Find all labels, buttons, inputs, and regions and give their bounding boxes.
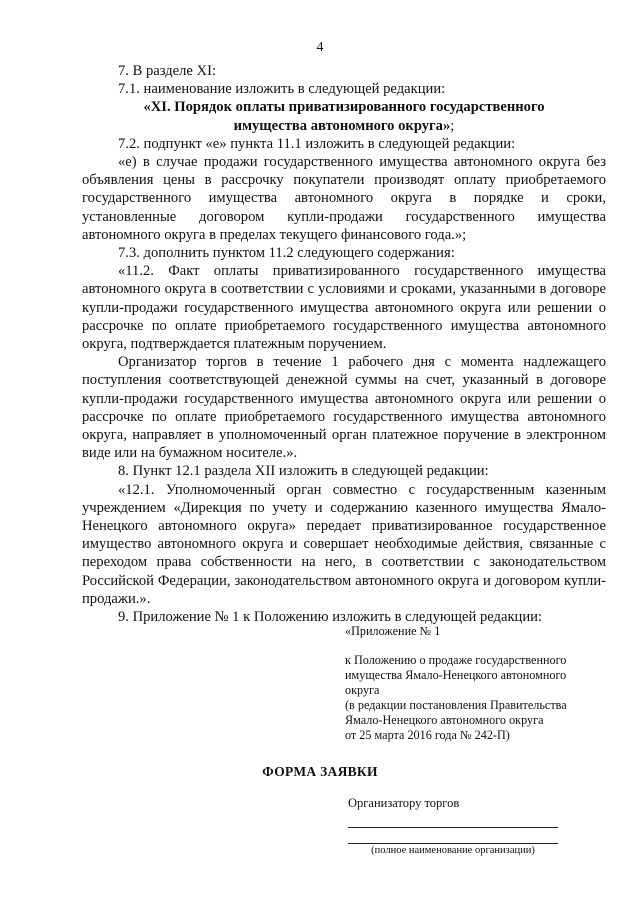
- section-heading-line2: [82, 117, 606, 135]
- appendix-block: [345, 624, 625, 743]
- section-heading-suffix: ;: [450, 117, 455, 134]
- paragraph-7: 7. В разделе XI:: [118, 63, 217, 79]
- form-addressee: Организатору торгов: [348, 796, 460, 810]
- paragraph-9: 9. Приложение № 1 к Положению изложить в следующей редакции:: [118, 609, 543, 626]
- section-heading-line1: «XI. Порядок оплаты приватизированного государственного: [143, 99, 545, 116]
- form-title: ФОРМА ЗАЯВКИ: [262, 764, 378, 779]
- paragraph-organizer: Организатор торгов в течение 1 рабочего дня с момента надлежащего поступления соответствующей денежной суммы на счет, указанный в договоре купли-продажи государственного имущества автономного округа или решении о рассрочке по оплате приобретаемого государственного имущества автономного округа, направляет в уполномоченный орган платежное поручение в электронном виде или на бумажном носителе.».: [82, 354, 606, 462]
- section-heading-line2-text: имущества автономного округа»: [233, 117, 451, 134]
- appendix-line5: Ямало-Ненецкого автономного округа: [345, 713, 544, 727]
- appendix-gap: [345, 639, 625, 653]
- paragraph-11-2: «11.2. Факт оплаты приватизированного государственного имущества автономного округа в соответствии с условиями и сроками, указанными в договоре купли-продажи государственного имущества автономного округа или решении о рассрочке по оплате приобретаемого государственного имущества автономного округа, подтверждается платежным поручением.: [82, 263, 606, 353]
- appendix-line1: к Положению о продаже государственного: [345, 653, 567, 667]
- paragraph-8: 8. Пункт 12.1 раздела XII изложить в следующей редакции:: [118, 463, 489, 480]
- appendix-line2: имущества Ямало-Ненецкого автономного: [345, 668, 567, 682]
- page-number: 4: [316, 40, 324, 55]
- paragraph-7-2-text: «е) в случае продажи государственного имущества автономного округа без объявления цены в рассрочку покупатели производят оплату приобретаемого государственного имущества автономного округа в порядке и сроки, установленные договором купли-продажи государственного имущества автономного округа в пределах текущего финансового года.»;: [82, 154, 606, 243]
- appendix-line3: округа: [345, 683, 380, 697]
- blank-line-1: [348, 827, 558, 828]
- appendix-line6: от 25 марта 2016 года № 242-П): [345, 728, 510, 742]
- appendix-title: «Приложение № 1: [345, 624, 441, 638]
- blank-line-caption: (полное наименование организации): [371, 845, 535, 856]
- paragraph-7-2: 7.2. подпункт «е» пункта 11.1 изложить в следующей редакции:: [118, 135, 516, 152]
- document-body: [82, 62, 606, 626]
- paragraph-7-1: 7.1. наименование изложить в следующей редакции:: [118, 81, 446, 98]
- paragraph-7-3: 7.3. дополнить пунктом 11.2 следующего содержания:: [118, 245, 455, 262]
- blank-line-2: [348, 843, 558, 844]
- appendix-line4: (в редакции постановления Правительства: [345, 698, 567, 712]
- paragraph-12-1: «12.1. Уполномоченный орган совместно с государственным казенным учреждением «Дирекция по учету и содержанию казенного имущества Ямало-Ненецкого автономного округа» передает приватизированное государственное имущество автономного округа и совершает необходимые действия, связанные с переходом права собственности на него, в соответствии с законодательством Российской Федерации, законодательством автономного округа и договором купли-продажи.».: [82, 481, 606, 607]
